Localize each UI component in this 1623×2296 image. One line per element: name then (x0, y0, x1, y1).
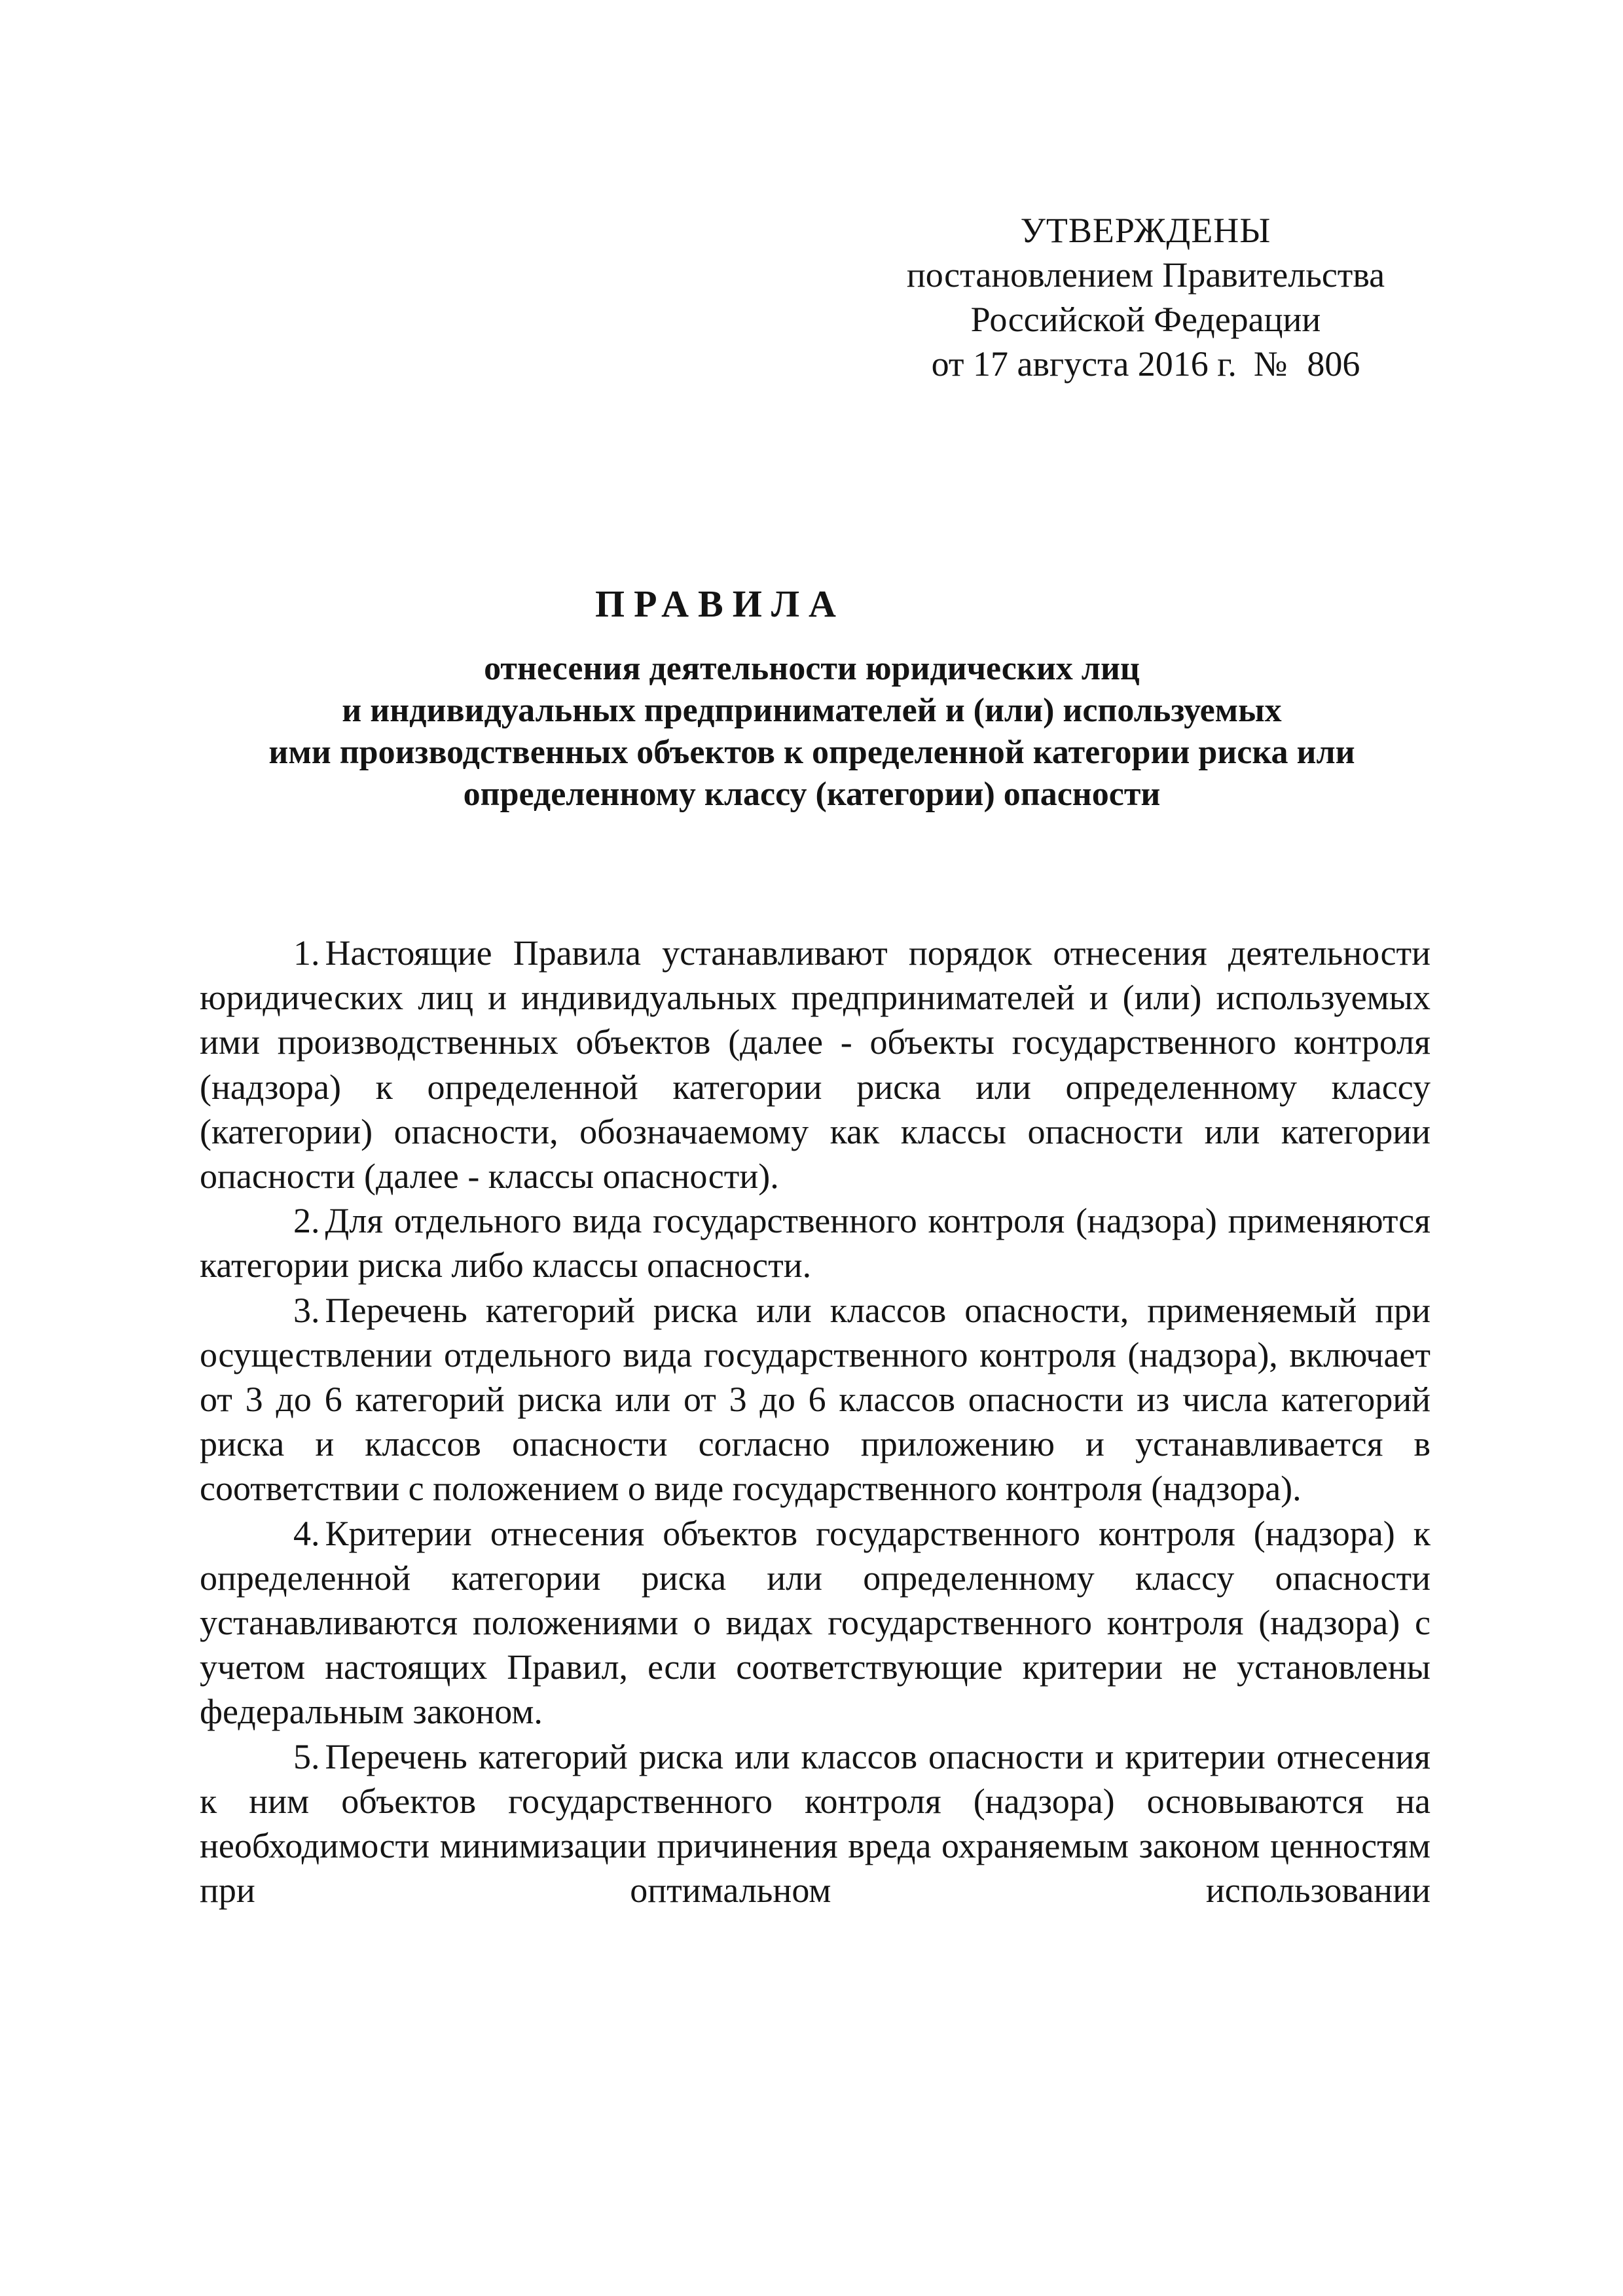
paragraph-1 (200, 931, 1431, 1198)
subtitle-line: и индивидуальных предпринимателей и (или) используемых (342, 692, 1282, 729)
approval-line-date (851, 342, 1440, 386)
approval-number: 806 (1307, 344, 1360, 384)
paragraph-number: 5. (293, 1736, 320, 1776)
subtitle-line: определенному классу (категории) опасности (463, 776, 1161, 813)
approval-date: от 17 августа 2016 г. (931, 344, 1237, 384)
paragraph-number: 4. (293, 1513, 320, 1553)
paragraph-number: 1. (293, 933, 320, 973)
paragraph-text: Для отдельного вида государственного контроля (надзора) применяются категории риска либо классы опасности. (200, 1201, 1431, 1285)
paragraph-text: Критерии отнесения объектов государственного контроля (надзора) к определенной категории риска или определенному классу опасности устанавливаются положениями о видах государственного контроля (надзора) с учетом настоящих Правил, если соответствующие критерии не установлены федеральным законом. (200, 1513, 1431, 1732)
approval-block (851, 208, 1440, 386)
approval-number-sign: № (1253, 344, 1288, 384)
paragraph-text: Настоящие Правила устанавливают порядок отнесения деятельности юридических лиц и индивидуальных предпринимателей и (или) используемых ими производственных объектов (далее - объекты государственного контроля (надзора) к определенной категории риска или определенному классу (категории) опасности, обозначаемому как классы опасности или категории опасности (далее - классы опасности). (200, 933, 1431, 1196)
paragraph-3 (200, 1288, 1431, 1511)
document-title: ПРАВИЛА (595, 583, 845, 625)
paragraph-number: 3. (293, 1290, 320, 1330)
paragraph-number: 2. (293, 1201, 320, 1241)
paragraph-2 (200, 1198, 1431, 1287)
paragraph-5 (200, 1734, 1431, 1913)
document-body (200, 931, 1431, 1912)
paragraph-4 (200, 1511, 1431, 1734)
approval-line-federation: Российской Федерации (970, 300, 1321, 339)
approval-heading: УТВЕРЖДЕНЫ (1020, 211, 1271, 250)
approval-line-resolution: постановлением Правительства (906, 255, 1385, 295)
paragraph-text: Перечень категорий риска или классов опасности, применяемый при осуществлении отдельного вида государственного контроля (надзора), включает от 3 до 6 категорий риска или от 3 до 6 классов опасности из числа категорий риска и классов опасности согласно приложению и устанавливается в соответствии с положением о виде государственного контроля (надзора). (200, 1290, 1431, 1509)
subtitle-line: отнесения деятельности юридических лиц (484, 650, 1140, 687)
subtitle-line: ими производственных объектов к определенной категории риска или (268, 734, 1355, 771)
document-subtitle (170, 648, 1453, 816)
paragraph-text: Перечень категорий риска или классов опасности и критерии отнесения к ним объектов государственного контроля (надзора) основываются на необходимости минимизации причинения вреда охраняемым законом ценностям при оптимальном использовании (200, 1736, 1431, 1910)
